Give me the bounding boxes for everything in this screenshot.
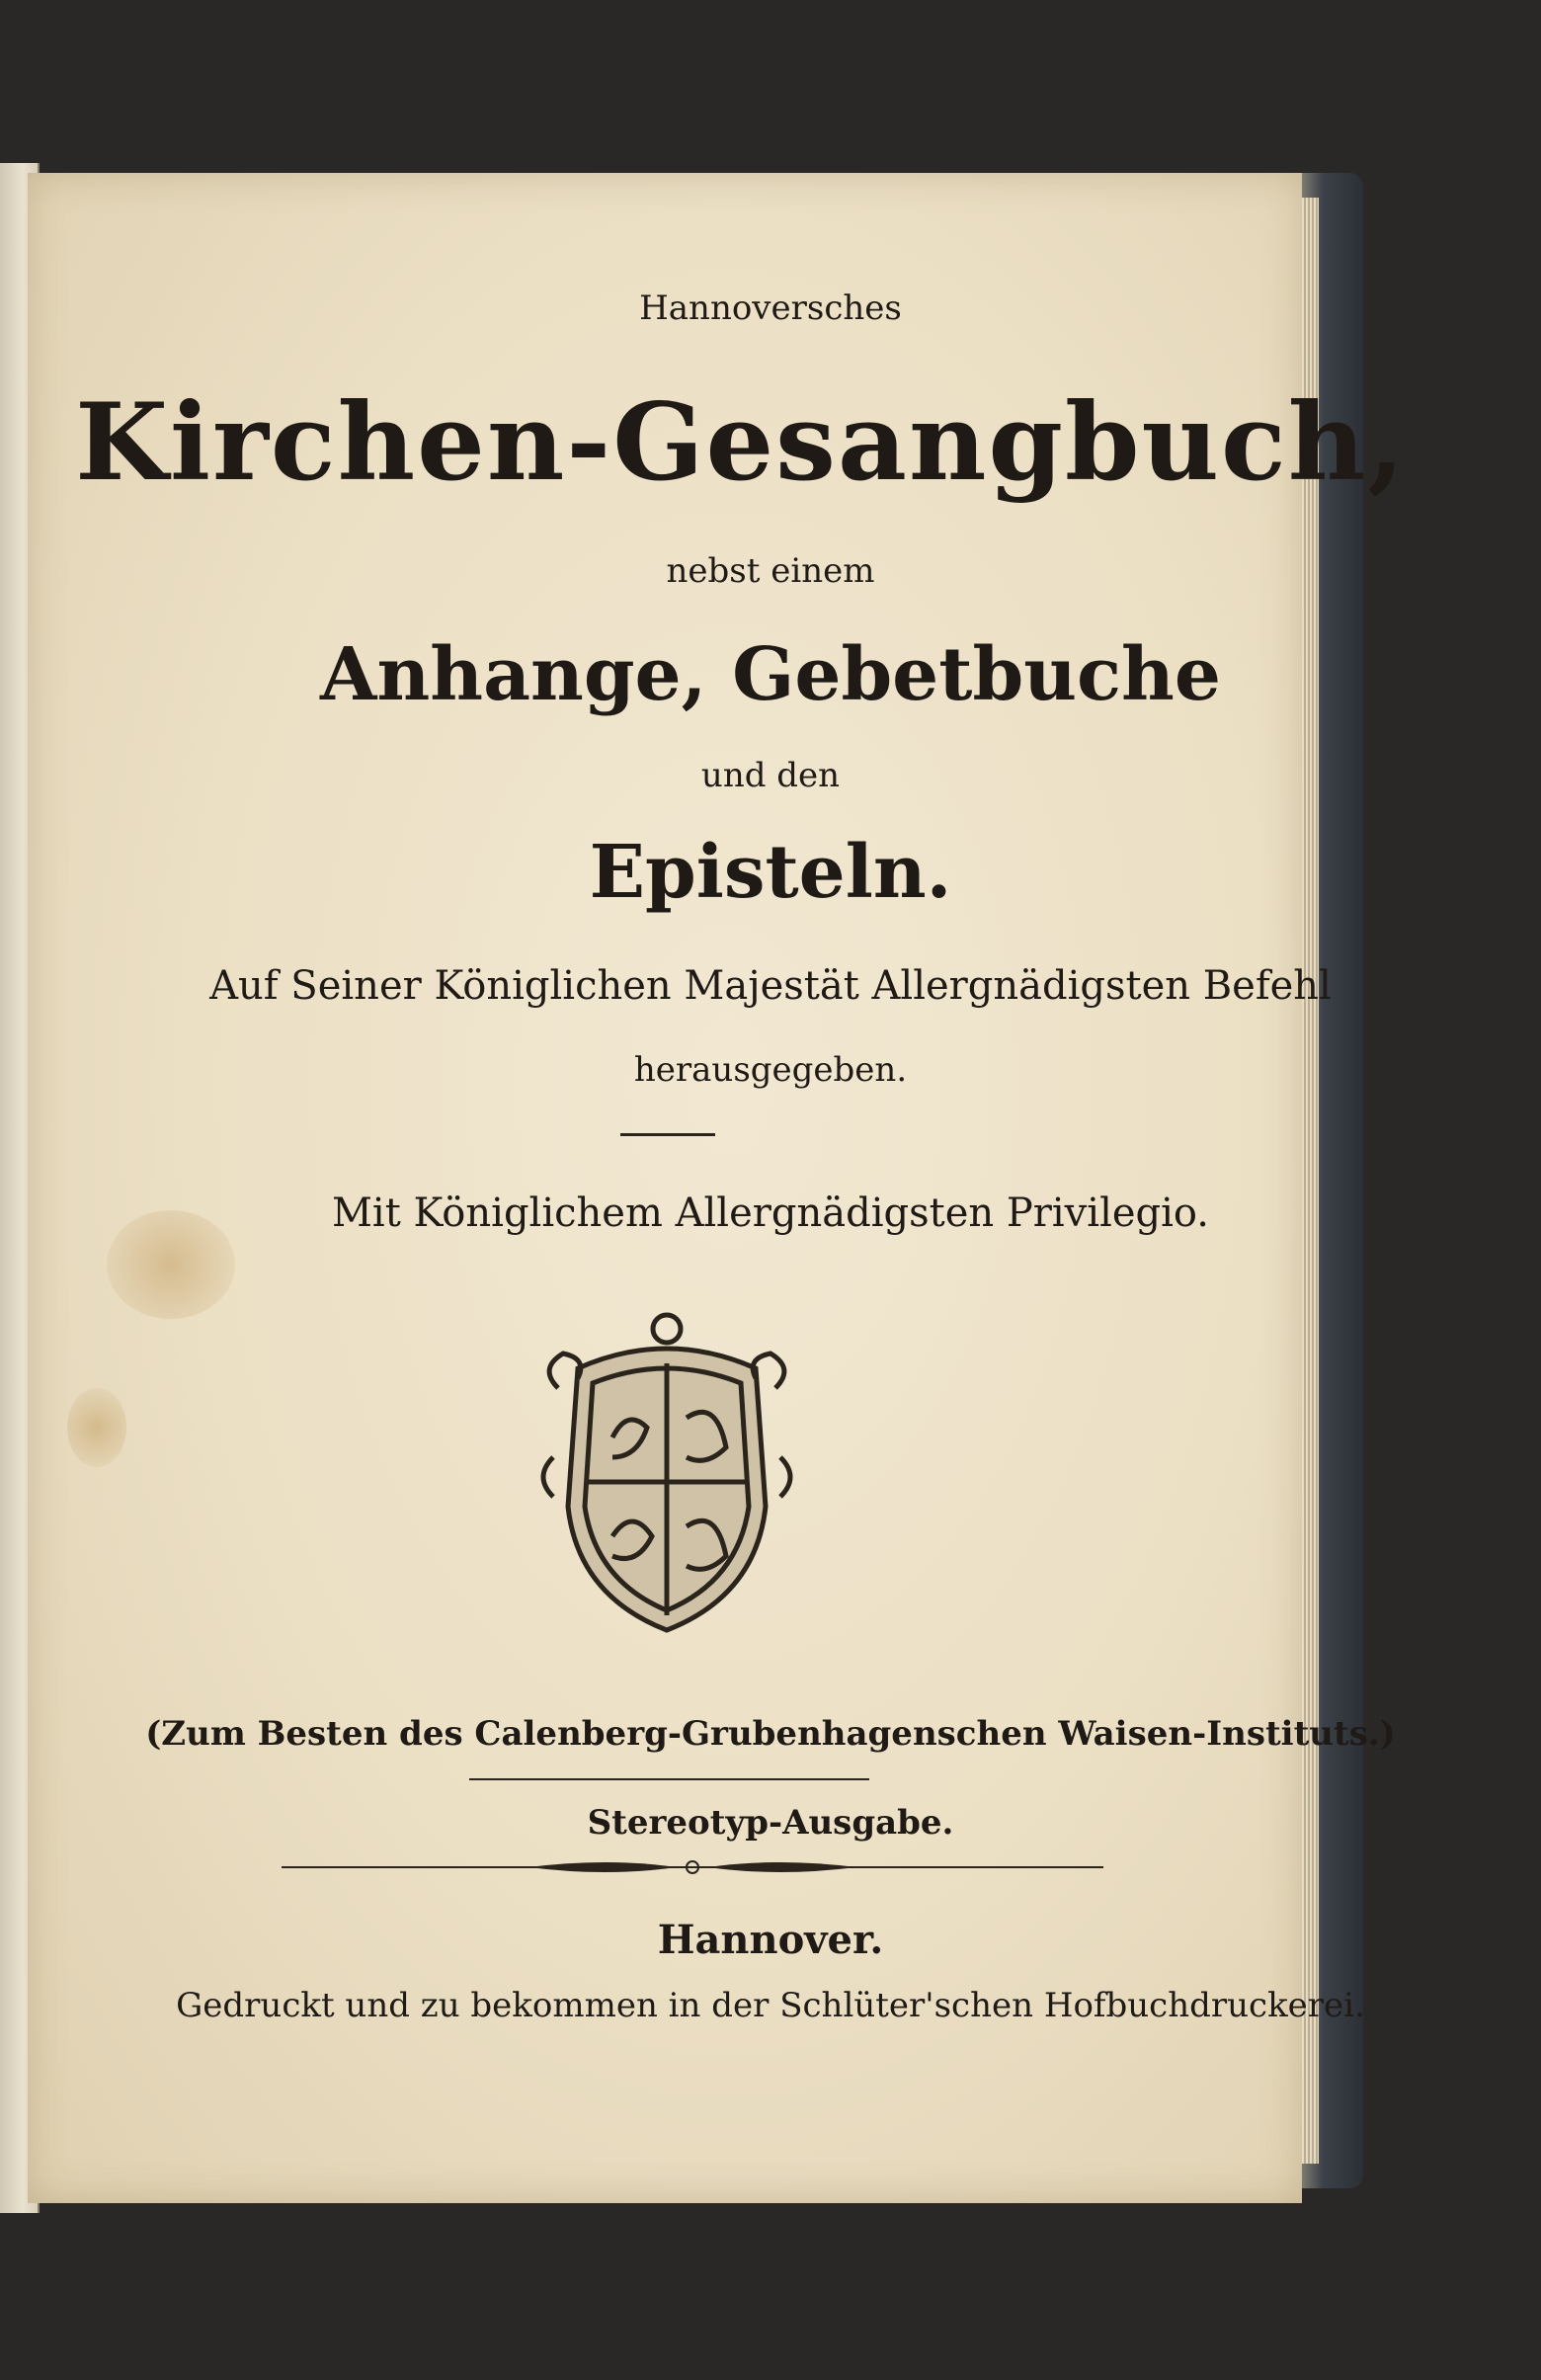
issued-line: herausgegeben. [633,1050,908,1090]
upper-rule [469,1778,869,1780]
subtitle: Anhange, Gebetbuche [320,632,1221,717]
title-line-6: Episteln. [589,830,952,915]
coat-of-arms-emblem [519,1309,815,1645]
paper-stain [67,1388,126,1467]
edition-line: Stereotyp-Ausgabe. [587,1803,954,1843]
benefit-line: (Zum Besten des Calenberg-Grubenhagenschen Waisen-Instituts.) [145,1714,1396,1754]
city-line: Hannover. [657,1917,884,1963]
ornamental-rule [282,1857,1103,1877]
authority-line: Auf Seiner Königlichen Majestät Allergnädigsten Befehl [209,963,1332,1009]
main-title: Kirchen-Gesangbuch, [75,380,1407,505]
short-rule [620,1133,715,1136]
title-line-5: und den [700,756,841,795]
title-line-1: Hannoversches [639,288,902,328]
printer-line: Gedruckt und zu bekommen in der Schlüter'schen Hofbuchdruckerei. [176,1986,1365,2025]
privilege-line: Mit Königlichem Allergnädigsten Privilegio. [331,1190,1210,1236]
title-line-3: nebst einem [666,551,875,591]
